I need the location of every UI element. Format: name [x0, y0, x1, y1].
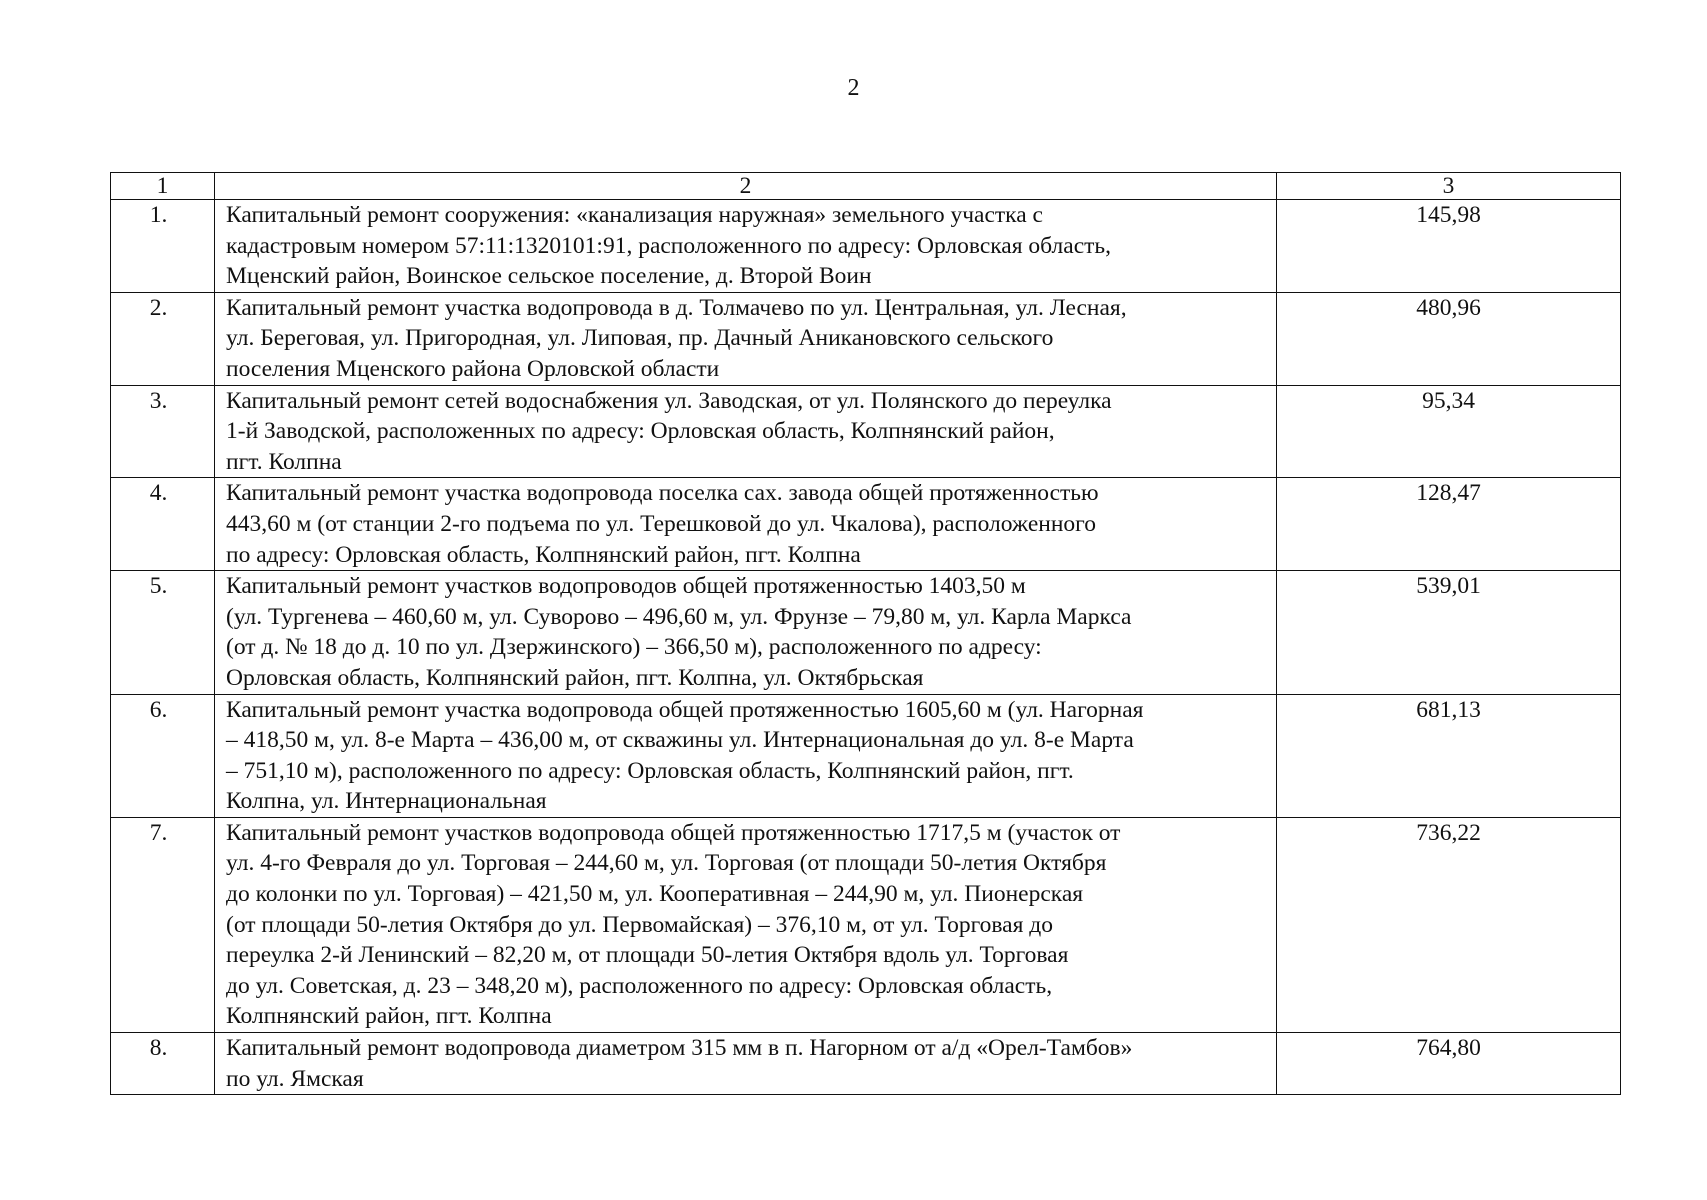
- description-line: ул. 4-го Февраля до ул. Торговая – 244,60 м, ул. Торговая (от площади 50-летия Октября: [226, 850, 1107, 877]
- description-line: – 418,50 м, ул. 8-е Марта – 436,00 м, от скважины ул. Интернациональная до ул. 8-е Марта: [226, 727, 1134, 754]
- row-description-cell: [215, 200, 1277, 293]
- table-row: [111, 200, 1621, 293]
- description-line: поселения Мценского района Орловской области: [226, 355, 720, 382]
- description-line: Мценский район, Воинское сельское поселение, д. Второй Воин: [226, 263, 872, 290]
- description-line: (от площади 50-летия Октября до ул. Первомайская) – 376,10 м, от ул. Торговая до: [226, 911, 1053, 938]
- description-line: Орловская область, Колпнянский район, пгт. Колпна, ул. Октябрьская: [226, 664, 924, 691]
- description-line: (ул. Тургенева – 460,60 м, ул. Суворово – 496,60 м, ул. Фрунзе – 79,80 м, ул. Карла Маркса: [226, 603, 1132, 630]
- row-number-cell: 1.: [111, 200, 215, 293]
- works-table: [110, 172, 1621, 1095]
- row-description-cell: [215, 817, 1277, 1032]
- row-description-cell: [215, 1033, 1277, 1095]
- description-line: Капитальный ремонт водопровода диаметром 315 мм в п. Нагорном от а/д «Орел-Тамбов»: [226, 1035, 1133, 1062]
- table-row: [111, 817, 1621, 1032]
- row-description-cell: [215, 478, 1277, 571]
- row-description-cell: [215, 571, 1277, 694]
- description-line: кадастровым номером 57:11:1320101:91, расположенного по адресу: Орловская область,: [226, 232, 1111, 259]
- description-line: 443,60 м (от станции 2-го подъема по ул. Терешковой до ул. Чкалова), расположенного: [226, 510, 1096, 537]
- table-row: [111, 571, 1621, 694]
- row-amount-cell: 128,47: [1277, 478, 1621, 571]
- row-description-cell: [215, 292, 1277, 385]
- description-line: до колонки по ул. Торговая) – 421,50 м, ул. Кооперативная – 244,90 м, ул. Пионерская: [226, 881, 1084, 908]
- table-row: [111, 1033, 1621, 1095]
- description-line: пгт. Колпна: [226, 448, 342, 475]
- row-amount-cell: 95,34: [1277, 385, 1621, 478]
- description-line: переулка 2-й Ленинский – 82,20 м, от площади 50-летия Октября вдоль ул. Торговая: [226, 942, 1069, 969]
- description-line: (от д. № 18 до д. 10 по ул. Дзержинского) – 366,50 м), расположенного по адресу:: [226, 634, 1042, 661]
- column-header-amount: 3: [1277, 173, 1621, 200]
- row-amount-cell: 145,98: [1277, 200, 1621, 293]
- row-description-cell: [215, 694, 1277, 817]
- description-line: Колпна, ул. Интернациональная: [226, 788, 547, 815]
- description-line: по ул. Ямская: [226, 1065, 364, 1092]
- table-row: [111, 292, 1621, 385]
- column-header-number: 1: [111, 173, 215, 200]
- table-header-row: [111, 173, 1621, 200]
- row-number-cell: 7.: [111, 817, 215, 1032]
- description-line: Капитальный ремонт сооружения: «канализация наружная» земельного участка с: [226, 202, 1043, 228]
- description-line: Капитальный ремонт участка водопровода общей протяженностью 1605,60 м (ул. Нагорная: [226, 696, 1144, 723]
- row-number-cell: 8.: [111, 1033, 215, 1095]
- description-line: Капитальный ремонт участка водопровода в д. Толмачево по ул. Центральная, ул. Лесная,: [226, 294, 1127, 321]
- row-number-cell: 6.: [111, 694, 215, 817]
- row-amount-cell: 480,96: [1277, 292, 1621, 385]
- row-description-cell: [215, 385, 1277, 478]
- row-amount-cell: 681,13: [1277, 694, 1621, 817]
- description-line: 1-й Заводской, расположенных по адресу: Орловская область, Колпнянский район,: [226, 418, 1055, 445]
- description-line: ул. Береговая, ул. Пригородная, ул. Липовая, пр. Дачный Аникановского сельского: [226, 325, 1054, 352]
- row-number-cell: 5.: [111, 571, 215, 694]
- table-body: [111, 173, 1621, 1095]
- description-line: Колпнянский район, пгт. Колпна: [226, 1003, 552, 1030]
- description-line: Капитальный ремонт участков водопроводов общей протяженностью 1403,50 м: [226, 573, 1026, 600]
- row-number-cell: 3.: [111, 385, 215, 478]
- page-number: 2: [847, 75, 860, 101]
- description-line: по адресу: Орловская область, Колпнянский район, пгт. Колпна: [226, 541, 861, 568]
- row-number-cell: 2.: [111, 292, 215, 385]
- table-row: [111, 694, 1621, 817]
- description-line: Капитальный ремонт сетей водоснабжения ул. Заводская, от ул. Полянского до переулка: [226, 387, 1112, 414]
- description-line: Капитальный ремонт участка водопровода поселка сах. завода общей протяженностью: [226, 480, 1099, 507]
- description-line: – 751,10 м), расположенного по адресу: Орловская область, Колпнянский район, пгт.: [226, 757, 1074, 784]
- row-amount-cell: 539,01: [1277, 571, 1621, 694]
- table-row: [111, 478, 1621, 571]
- column-header-description: 2: [215, 173, 1277, 200]
- row-number-cell: 4.: [111, 478, 215, 571]
- table-row: [111, 385, 1621, 478]
- description-line: до ул. Советская, д. 23 – 348,20 м), расположенного по адресу: Орловская область,: [226, 972, 1053, 999]
- description-line: Капитальный ремонт участков водопровода общей протяженностью 1717,5 м (участок от: [226, 819, 1121, 846]
- row-amount-cell: 764,80: [1277, 1033, 1621, 1095]
- row-amount-cell: 736,22: [1277, 817, 1621, 1032]
